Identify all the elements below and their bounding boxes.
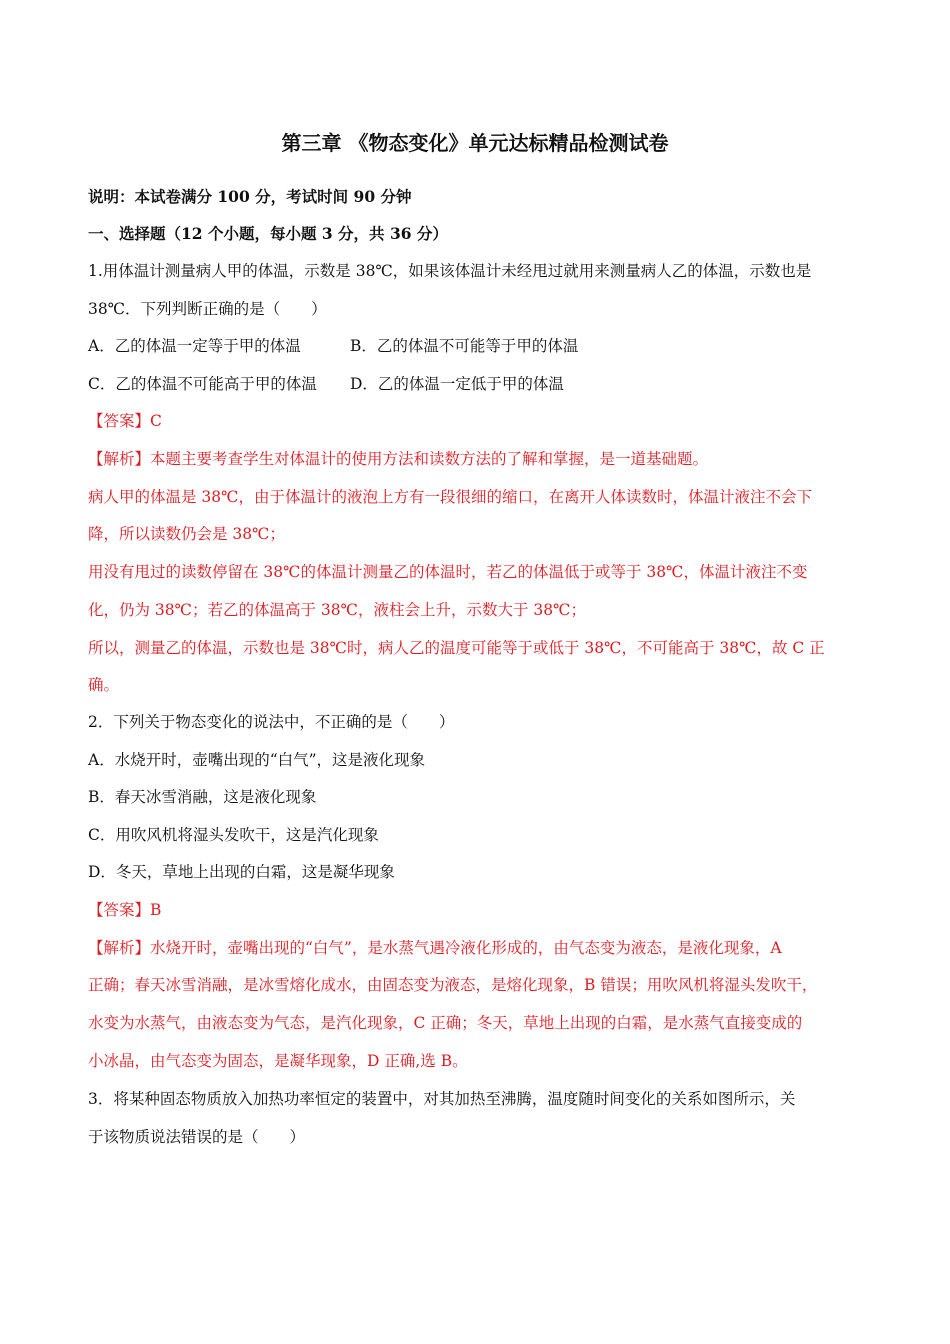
q1-option-b: B．乙的体温不可能等于甲的体温 xyxy=(350,337,579,355)
q2-analysis-line: 【解析】水烧开时，壶嘴出现的“白气”，是水蒸气遇冷液化形成的，由气态变为液态，是液化现象，A xyxy=(88,939,782,957)
q1-stem-line1: 1.用体温计测量病人甲的体温，示数是 38℃，如果该体温计未经甩过就用来测量病人乙的体温，示数也是 xyxy=(88,262,812,280)
q1-stem-line2: 38℃．下列判断正确的是（ ） xyxy=(88,300,327,318)
section-heading: 一、选择题（12 个小题，每小题 3 分，共 36 分） xyxy=(88,224,448,243)
q2-analysis-line: 小冰晶，由气态变为固态，是凝华现象，D 正确,选 B。 xyxy=(88,1052,468,1070)
q1-answer: 【答案】C xyxy=(88,412,162,430)
q2-option-d: D．冬天，草地上出现的白霜，这是凝华现象 xyxy=(88,863,395,881)
q2-stem: 2．下列关于物态变化的说法中，不正确的是（ ） xyxy=(88,713,455,731)
q1-option-d: D．乙的体温一定低于甲的体温 xyxy=(350,375,564,393)
q2-option-b: B．春天冰雪消融，这是液化现象 xyxy=(88,788,317,806)
q2-option-c: C．用吹风机将湿头发吹干，这是汽化现象 xyxy=(88,826,379,844)
q1-option-a: A．乙的体温一定等于甲的体温 xyxy=(88,337,301,355)
q2-answer: 【答案】B xyxy=(88,901,162,919)
q3-stem-line1: 3．将某种固态物质放入加热功率恒定的装置中，对其加热至沸腾，温度随时间变化的关系如图所示，关 xyxy=(88,1090,796,1108)
exam-note: 说明：本试卷满分 100 分，考试时间 90 分钟 xyxy=(88,187,412,206)
q3-stem-line2: 于该物质说法错误的是（ ） xyxy=(88,1128,306,1146)
page-title: 第三章 《物态变化》单元达标精品检测试卷 xyxy=(281,131,669,155)
q1-analysis-line: 所以，测量乙的体温，示数也是 38℃时，病人乙的温度可能等于或低于 38℃，不可能高于 38℃，故 C 正 xyxy=(88,639,825,657)
q1-analysis-line: 确。 xyxy=(88,676,120,694)
q1-analysis-line: 用没有甩过的读数停留在 38℃的体温计测量乙的体温时，若乙的体温低于或等于 38℃，体温计液注不变 xyxy=(88,563,808,581)
q2-option-a: A．水烧开时，壶嘴出现的“白气”，这是液化现象 xyxy=(88,751,426,769)
q2-analysis-line: 正确；春天冰雪消融，是冰雪熔化成水，由固态变为液态，是熔化现象，B 错误；用吹风机将湿头发吹干， xyxy=(88,976,818,994)
q1-option-c: C．乙的体温不可能高于甲的体温 xyxy=(88,375,317,393)
q1-analysis-line: 化，仍为 38℃；若乙的体温高于 38℃，液柱会上升，示数大于 38℃； xyxy=(88,601,586,619)
q1-analysis-line: 病人甲的体温是 38℃，由于体温计的液泡上方有一段很细的缩口，在离开人体读数时，体温计液注不会下 xyxy=(88,488,812,506)
q1-analysis-line: 【解析】本题主要考查学生对体温计的使用方法和读数方法的了解和掌握，是一道基础题。 xyxy=(88,450,709,468)
q1-analysis-line: 降，所以读数仍会是 38℃； xyxy=(88,525,285,543)
q2-analysis-line: 水变为水蒸气，由液态变为气态，是汽化现象，C 正确；冬天，草地上出现的白霜，是水蒸气直接变成的 xyxy=(88,1014,803,1032)
